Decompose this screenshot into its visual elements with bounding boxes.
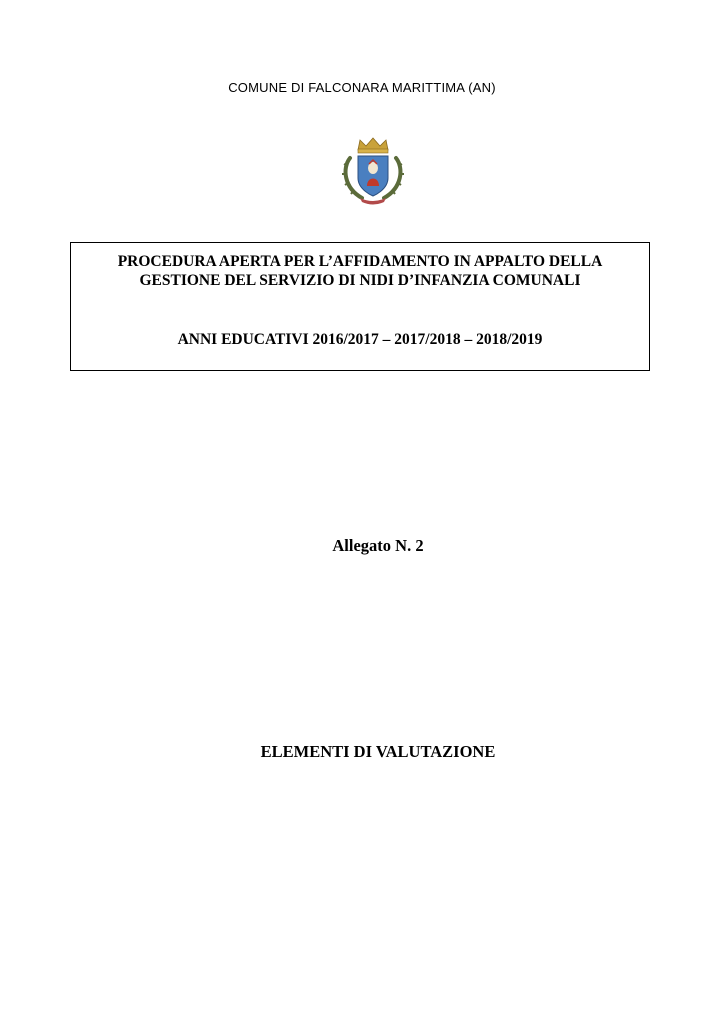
municipal-coat-of-arms-icon (336, 136, 410, 208)
educational-years: ANNI EDUCATIVI 2016/2017 – 2017/2018 – 2018/2019 (177, 331, 543, 348)
crown-band (358, 149, 388, 153)
crown-shape (358, 138, 388, 150)
evaluation-elements-title: ELEMENTI DI VALUTAZIONE (260, 742, 496, 761)
attachment-label: Allegato N. 2 (332, 536, 424, 555)
ribbon (360, 198, 386, 205)
coat-of-arms-graphic (336, 136, 410, 208)
procedure-title-line1: PROCEDURA APERTA PER L’AFFIDAMENTO IN APPALTO DELLA (117, 253, 603, 270)
municipality-header: COMUNE DI FALCONARA MARITTIMA (AN) (228, 80, 496, 95)
procedure-title-box (70, 242, 650, 371)
procedure-title-line2: GESTIONE DEL SERVIZIO DI NIDI D’INFANZIA COMUNALI (139, 272, 581, 289)
